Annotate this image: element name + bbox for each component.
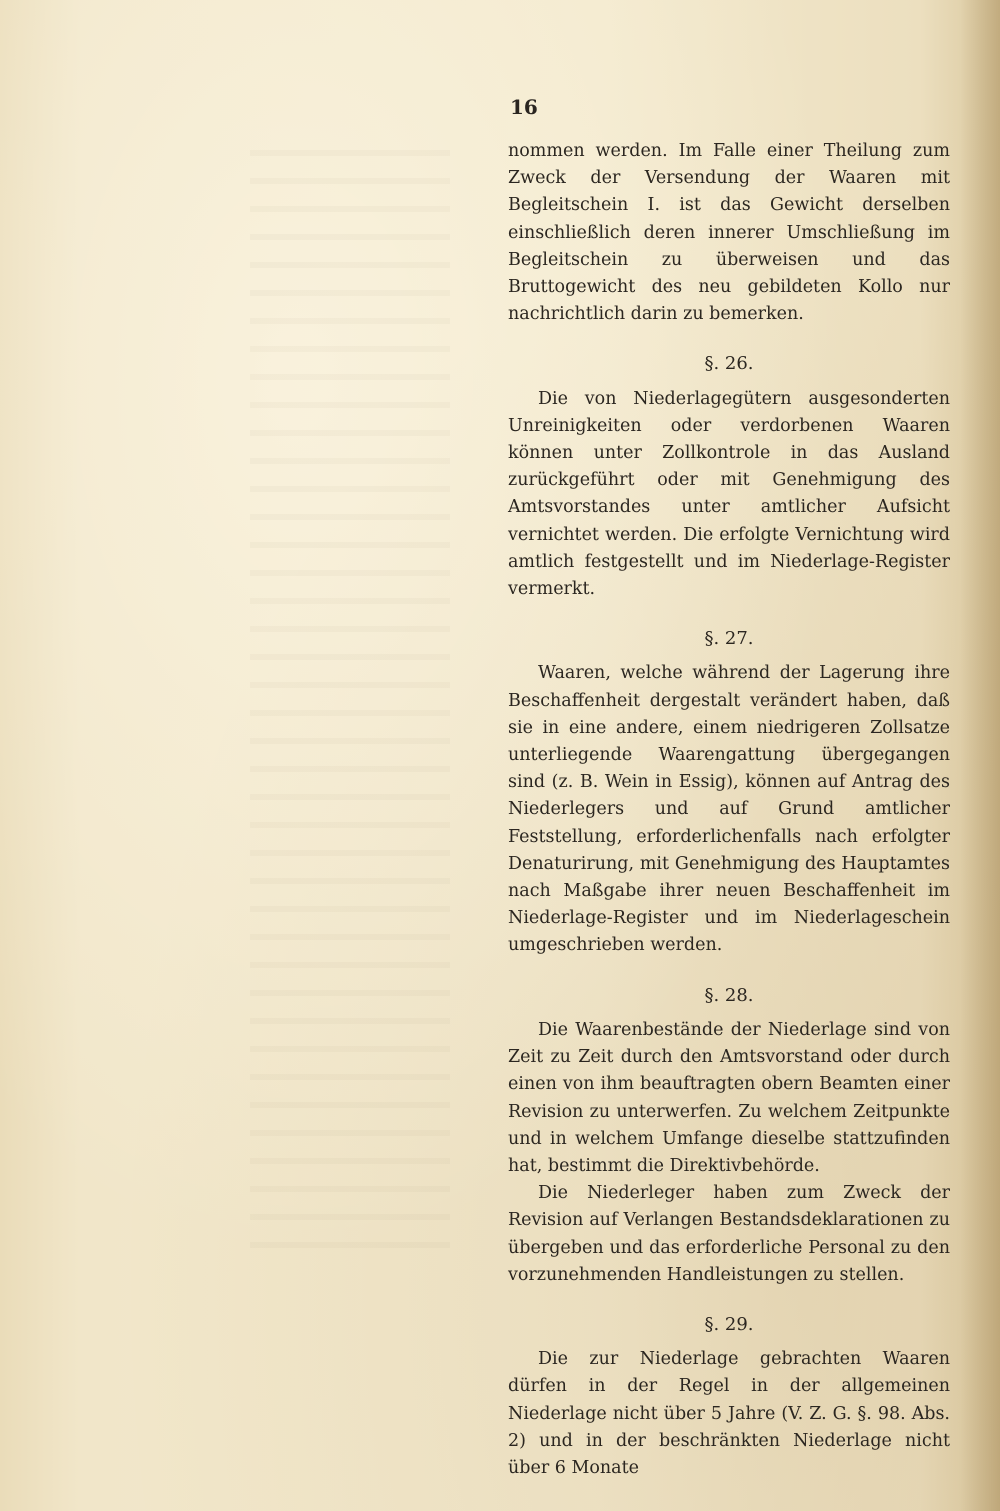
section-heading-29: §. 29. [704, 1313, 754, 1335]
paragraph-section-26: Die von Niederlagegütern ausgesonderten Unreinigkeiten oder verdorbenen Waaren können unter Zollkontrole in das Ausland zurückgeführt oder mit Genehmigung des Amtsvorstandes unter amtlicher Aufsicht vernichtet werden. Die erfolgte Vernichtung wird amtlich festgestellt und im Niederlage-Register vermerkt. [508, 388, 950, 600]
paragraph-section-29: Die zur Niederlage gebrachten Waaren dürfen in der Regel in der allgemeinen Niederlage nicht über 5 Jahre (V. Z. G. §. 98. Abs. 2) und in der beschränkten Niederlage nicht über 6 Monate [508, 1349, 950, 1478]
paragraph-continuation: nommen werden. Im Falle einer Theilung zum Zweck der Versendung der Waaren mit Begleitschein I. ist das Gewicht derselben einschließlich deren innerer Umschließung im Begleitschein zu überweisen und das Bruttogewicht des neu gebildeten Kollo nur nachrichtlich darin zu bemerken. [508, 141, 950, 325]
section-heading-26: §. 26. [704, 353, 754, 375]
paragraph-section-27: Waaren, welche während der Lagerung ihre Beschaffenheit dergestalt verändert haben, daß sie in eine andere, einem niedrigeren Zollsatze unterliegende Waarengattung übergegangen sind (z. B. Wein in Essig), können auf Antrag des Niederlegers und auf Grund amtlicher Feststellung, erforderlichenfalls nach erfolgter Denaturirung, mit Genehmigung des Hauptamtes nach Maßgabe ihrer neuen Beschaffenheit im Niederlage-Register und im Niederlageschein umgeschrieben werden. [508, 663, 950, 956]
section-heading-28: §. 28. [704, 984, 754, 1006]
bleed-through-texture [250, 150, 450, 1250]
page-number: 16 [510, 95, 538, 119]
text-column [508, 138, 950, 1482]
paragraph-section-28-a: Die Waarenbestände der Niederlage sind von Zeit zu Zeit durch den Amtsvorstand oder durch einen von ihm beauftragten obern Beamten einer Revision zu unterwerfen. Zu welchem Zeitpunkte und in welchem Umfange dieselbe stattzufinden hat, bestimmt die Direktivbehörde. [508, 1019, 950, 1176]
paragraph-section-28-b: Die Niederleger haben zum Zweck der Revision auf Verlangen Bestandsdeklarationen zu übergeben und das erforderliche Personal zu den vorzunehmenden Handleistungen zu stellen. [508, 1183, 950, 1285]
section-heading-27: §. 27. [704, 628, 754, 650]
page-gutter-shadow [960, 0, 1000, 1511]
